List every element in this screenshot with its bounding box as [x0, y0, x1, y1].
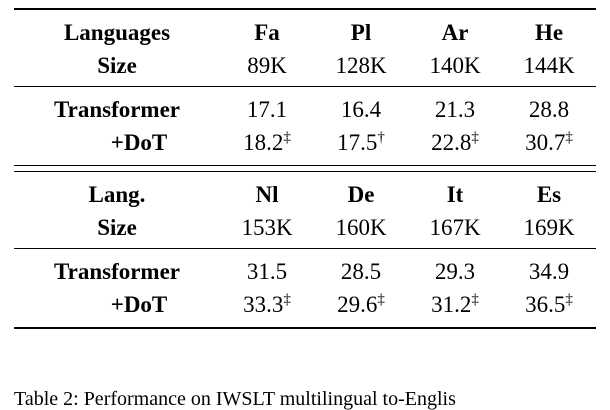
header-cell: Fa [254, 20, 280, 45]
header-cell: Pl [350, 20, 372, 45]
table-row [14, 211, 596, 244]
table-row [14, 255, 596, 288]
size-header-label: Size [97, 215, 137, 240]
value: 18.2 [243, 130, 284, 155]
table-row [14, 126, 596, 159]
significance-mark: ‡ [283, 129, 291, 146]
value-cell [408, 288, 502, 321]
results-table-block-1-body [14, 93, 596, 159]
value-cell [220, 255, 314, 288]
value: 31.2 [431, 292, 472, 317]
table-caption: Table 2: Performance on IWSLT multilingual to-Englis [14, 388, 456, 410]
results-table-block-2-body [14, 255, 596, 321]
size-cell: 140K [429, 53, 481, 78]
languages-header-label: Languages [63, 20, 171, 45]
value: 28.8 [528, 97, 570, 122]
value-cell [314, 288, 408, 321]
results-table-block-1 [14, 16, 596, 82]
value-cell [502, 255, 596, 288]
value-cell [314, 93, 408, 126]
header-cell: De [347, 182, 375, 207]
significance-mark: ‡ [565, 291, 573, 308]
value: 28.5 [340, 259, 382, 284]
value: 29.3 [434, 259, 476, 284]
value-cell [220, 288, 314, 321]
value-cell [502, 288, 596, 321]
significance-mark: ‡ [377, 291, 385, 308]
value: 36.5 [525, 292, 566, 317]
block-separator-double-rule [14, 165, 596, 172]
value: 16.4 [340, 97, 382, 122]
value: 29.6 [337, 292, 378, 317]
row-label-transformer: Transformer [53, 97, 181, 122]
table-row [14, 178, 596, 211]
row-label-dot: +DoT [110, 292, 168, 317]
header-cell: It [446, 182, 464, 207]
size-cell: 89K [247, 53, 287, 78]
value-cell [314, 255, 408, 288]
value: 22.8 [431, 130, 472, 155]
value-cell [408, 93, 502, 126]
header-cell: Ar [441, 20, 469, 45]
significance-mark: ‡ [283, 291, 291, 308]
table-bottom-rule [14, 327, 596, 329]
size-cell: 167K [429, 215, 481, 240]
value: 31.5 [246, 259, 288, 284]
significance-mark: † [377, 129, 385, 146]
value: 21.3 [434, 97, 476, 122]
header-cell: Nl [255, 182, 279, 207]
table-row [14, 49, 596, 82]
size-cell: 160K [335, 215, 387, 240]
row-label-dot: +DoT [110, 130, 168, 155]
value: 30.7 [525, 130, 566, 155]
size-cell: 169K [523, 215, 575, 240]
size-header-label: Size [97, 53, 137, 78]
size-cell: 144K [523, 53, 575, 78]
value: 17.1 [246, 97, 288, 122]
table-row [14, 16, 596, 49]
size-cell: 128K [335, 53, 387, 78]
size-cell: 153K [241, 215, 293, 240]
value: 34.9 [528, 259, 570, 284]
value-cell [314, 126, 408, 159]
value-cell [502, 93, 596, 126]
table-row [14, 93, 596, 126]
row-label-transformer: Transformer [53, 259, 181, 284]
value-cell [220, 126, 314, 159]
value-cell [408, 255, 502, 288]
significance-mark: ‡ [471, 291, 479, 308]
value-cell [408, 126, 502, 159]
value: 17.5 [337, 130, 378, 155]
header-cell: He [534, 20, 564, 45]
value: 33.3 [243, 292, 284, 317]
results-table-block-2 [14, 178, 596, 244]
header-cell: Es [536, 182, 562, 207]
lang-header-label: Lang. [88, 182, 146, 207]
value-cell [502, 126, 596, 159]
value-cell [220, 93, 314, 126]
table-row [14, 288, 596, 321]
significance-mark: ‡ [565, 129, 573, 146]
significance-mark: ‡ [471, 129, 479, 146]
